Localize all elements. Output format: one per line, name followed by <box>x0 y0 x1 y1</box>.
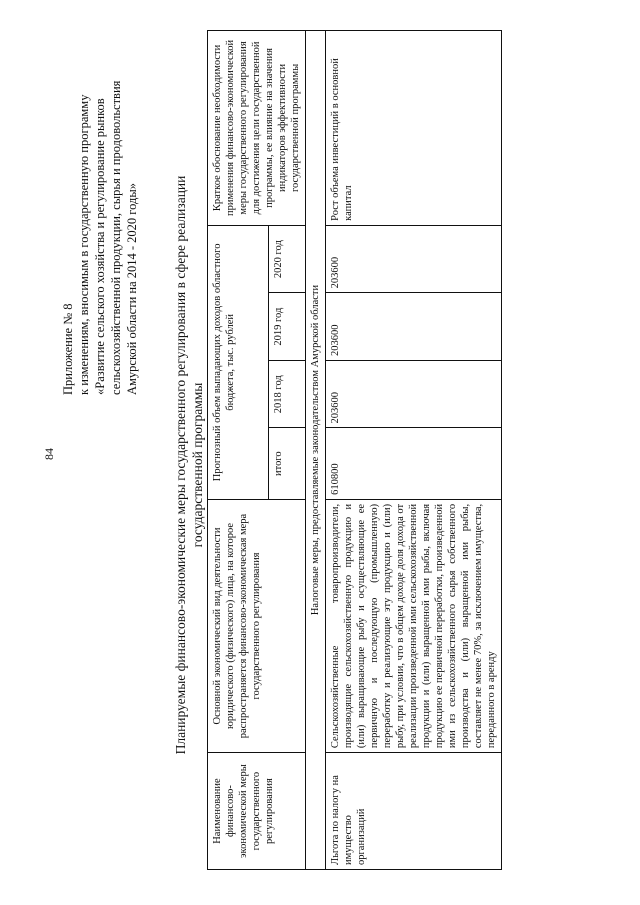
header-forecast: Прогнозный объем выпадающих доходов областного бюджета, тыс. рублей <box>208 225 269 499</box>
appendix-line: к изменениям, вносимым в государственную программу <box>77 94 91 395</box>
section-title: Налоговые меры, предоставляемые законодательством Амурской области <box>306 31 326 870</box>
heading-line-1: Планируемые финансово-экономические меры государственного регулирования в сфере реализации <box>173 175 188 755</box>
document-heading <box>172 155 206 775</box>
header-measure-name: Наименование финансово-экономической меры государственного регулирования <box>208 753 306 870</box>
page-number: 84 <box>42 448 56 460</box>
activity-description: Сельскохозяйственные товаропроизводители, производящие сельскохозяйственную продукцию и (или) выращивающие рыбу и осуществляющие ее первичную и последующую (промышленную) переработку и реализующие эту продукцию и (или) рыбу, при условии, что в общем доходе доля дохода от реализации произведенной ими сельскохозяйственной продукции и (или) выращенной ими рыбы, включая продукцию ее первичной переработки, произведенной ими из сельскохозяйственного сырья собственного производства и (или) выращенной ими рыбы, составляет не менее 70%, за исключением имущества, переданного в аренду <box>326 499 502 752</box>
heading-line-2: государственной программы <box>190 382 205 548</box>
total-value: 610800 <box>326 428 502 499</box>
value-2019: 203600 <box>326 293 502 361</box>
appendix-line: Амурской области на 2014 - 2020 годы» <box>125 182 139 395</box>
measure-name: Льгота по налогу на имущество организаций <box>326 753 502 870</box>
header-row <box>208 31 269 870</box>
value-2018: 203600 <box>326 360 502 428</box>
value-2020: 203600 <box>326 225 502 293</box>
header-2019: 2019 год <box>269 293 306 361</box>
header-justification: Краткое обоснование необходимости применения финансово-экономической меры государственного регулирования для достижения цели государственной программы, ее влияние на значения индикаторов эффективности государственной программы <box>208 31 306 226</box>
header-activity: Основной экономический вид деятельности юридического (физического) лица, на которое распространяется финансово-экономическая мера государственного регулирования <box>208 499 306 752</box>
appendix-title: Приложение № 8 <box>61 303 75 395</box>
justification: Рост объема инвестиций в основной капитал <box>326 31 502 226</box>
section-row <box>306 31 326 870</box>
measures-table <box>207 30 502 870</box>
header-2020: 2020 год <box>269 225 306 293</box>
header-total: итого <box>269 428 306 499</box>
table-row <box>326 31 502 870</box>
appendix-block <box>60 0 140 395</box>
appendix-line: сельскохозяйственной продукции, сырья и продовольствия <box>109 80 123 395</box>
header-2018: 2018 год <box>269 360 306 428</box>
appendix-line: «Развитие сельского хозяйства и регулирование рынков <box>93 98 107 395</box>
